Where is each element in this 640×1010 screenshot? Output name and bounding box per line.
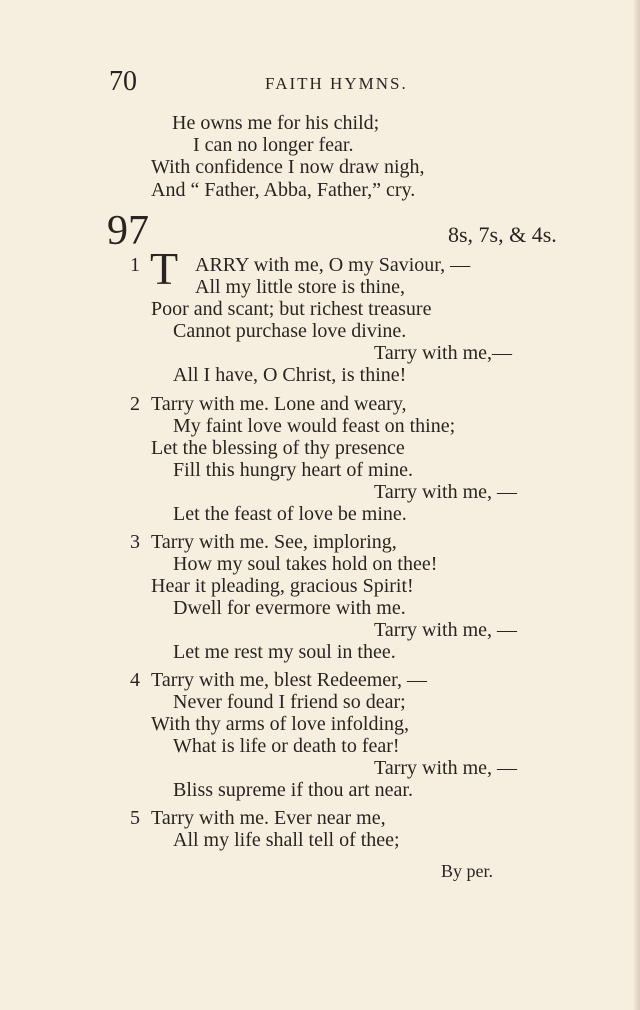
- verse-line: Tarry with me, blest Redeemer, —: [151, 669, 428, 691]
- verse-number: 4: [130, 669, 140, 691]
- page-number: 70: [109, 66, 137, 97]
- running-title: FAITH HYMNS.: [265, 74, 408, 93]
- verse-line: All my little store is thine,: [195, 276, 405, 298]
- attribution: By per.: [441, 861, 493, 881]
- hymn-number: 97: [107, 208, 149, 254]
- page-edge: [634, 0, 640, 1010]
- verse-line: ARRY with me, O my Saviour, —: [195, 254, 471, 276]
- verse-line: My faint love would feast on thine;: [173, 415, 456, 437]
- verse-line: Hear it pleading, gracious Spirit!: [151, 575, 414, 597]
- verse-line: How my soul takes hold on thee!: [173, 553, 438, 575]
- verse-number: 1: [130, 254, 140, 276]
- verse-line: Let the blessing of thy presence: [151, 437, 405, 459]
- verse-number: 3: [130, 531, 140, 553]
- refrain-line: Tarry with me,—: [374, 342, 513, 364]
- verse-line: Tarry with me. See, imploring,: [151, 531, 397, 553]
- verse-line: Tarry with me. Ever near me,: [151, 807, 386, 829]
- verse-line: Bliss supreme if thou art near.: [173, 779, 413, 801]
- verse-line: Tarry with me. Lone and weary,: [151, 393, 407, 415]
- verse-line: Poor and scant; but richest treasure: [151, 298, 432, 320]
- refrain-line: Tarry with me, —: [374, 481, 518, 503]
- refrain-line: Tarry with me, —: [374, 757, 518, 779]
- verse-line: Never found I friend so dear;: [173, 691, 406, 713]
- refrain-line: Tarry with me, —: [374, 619, 518, 641]
- prev-line: And “ Father, Abba, Father,” cry.: [151, 179, 416, 201]
- verse-line: Let me rest my soul in thee.: [173, 641, 396, 663]
- verse-line: Let the feast of love be mine.: [173, 503, 407, 525]
- verse-line: Cannot purchase love divine.: [173, 320, 407, 342]
- drop-cap: T: [150, 243, 179, 294]
- prev-line: He owns me for his child;: [172, 112, 380, 134]
- verse-number: 5: [130, 807, 140, 829]
- verse-line: What is life or death to fear!: [173, 735, 400, 757]
- verse-number: 2: [130, 393, 140, 415]
- verse-line: With thy arms of love infolding,: [151, 713, 410, 735]
- prev-line: With confidence I now draw nigh,: [151, 156, 425, 178]
- verse-line: Dwell for evermore with me.: [173, 597, 406, 619]
- verse-line: All I have, O Christ, is thine!: [173, 364, 407, 386]
- hymn-meter: 8s, 7s, & 4s.: [448, 222, 557, 247]
- verse-line: Fill this hungry heart of mine.: [173, 459, 413, 481]
- prev-line: I can no longer fear.: [193, 134, 354, 156]
- verse-line: All my life shall tell of thee;: [173, 829, 400, 851]
